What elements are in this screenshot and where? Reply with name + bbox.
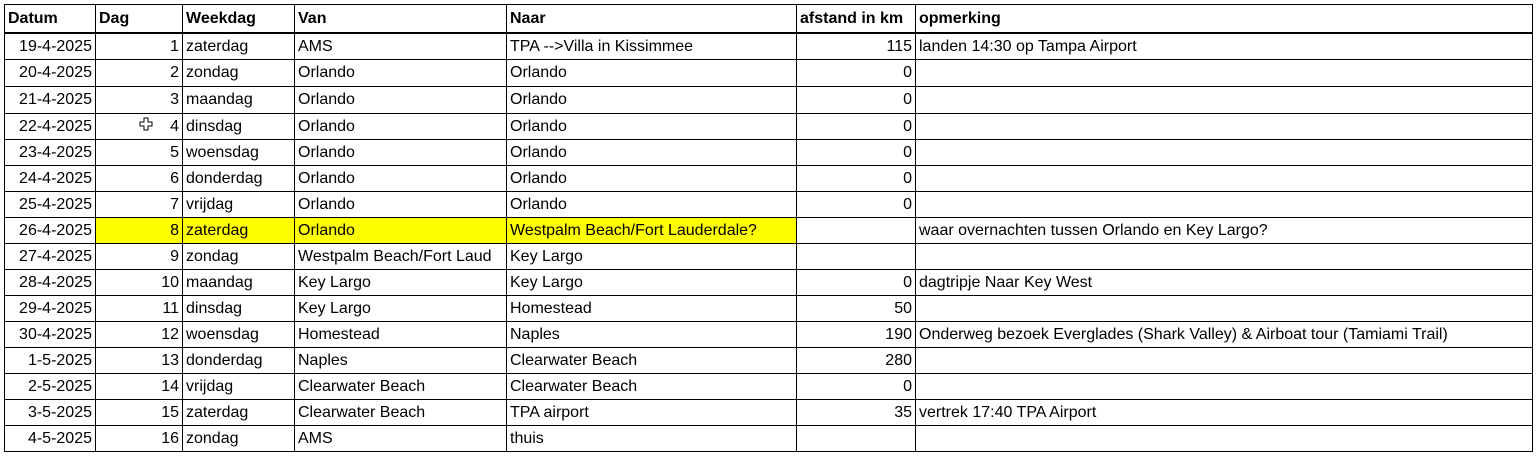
cell-afstand[interactable]: 0 — [797, 114, 916, 140]
cell-dag[interactable]: 10 — [96, 270, 183, 296]
cell-weekdag[interactable]: maandag — [183, 87, 295, 114]
cell-naar[interactable]: Orlando — [507, 166, 797, 192]
cell-datum[interactable]: 3-5-2025 — [5, 400, 96, 426]
cell-afstand[interactable]: 0 — [797, 166, 916, 192]
cell-opmerking[interactable] — [916, 374, 1533, 400]
cell-afstand[interactable]: 280 — [797, 348, 916, 374]
table-row — [5, 87, 1533, 114]
cell-weekdag[interactable]: zaterdag — [183, 218, 295, 244]
header-weekdag[interactable]: Weekdag — [183, 5, 295, 34]
table-row — [5, 244, 1533, 270]
cell-datum[interactable]: 2-5-2025 — [5, 374, 96, 400]
table-row — [5, 270, 1533, 296]
cell-opmerking[interactable] — [916, 244, 1533, 270]
cell-afstand[interactable]: 115 — [797, 33, 916, 60]
header-naar[interactable]: Naar — [507, 5, 797, 34]
cell-afstand[interactable]: 190 — [797, 322, 916, 348]
cell-dag[interactable]: 1 — [96, 33, 183, 60]
cell-opmerking[interactable] — [916, 192, 1533, 218]
cell-datum[interactable]: 20-4-2025 — [5, 60, 96, 87]
cell-van[interactable]: Orlando — [295, 166, 507, 192]
cell-naar[interactable]: Orlando — [507, 60, 797, 87]
cell-opmerking[interactable] — [916, 60, 1533, 87]
cell-dag[interactable]: 12 — [96, 322, 183, 348]
header-afstand[interactable]: afstand in km — [797, 5, 916, 34]
cell-datum[interactable]: 27-4-2025 — [5, 244, 96, 270]
cell-dag[interactable]: 6 — [96, 166, 183, 192]
cell-naar[interactable]: Key Largo — [507, 270, 797, 296]
cell-opmerking[interactable] — [916, 166, 1533, 192]
cell-van[interactable]: Orlando — [295, 60, 507, 87]
cell-dag[interactable]: 8 — [96, 218, 183, 244]
header-row — [5, 5, 1533, 34]
cell-dag[interactable]: 4 — [96, 114, 183, 140]
cell-datum[interactable]: 26-4-2025 — [5, 218, 96, 244]
cell-afstand[interactable]: 50 — [797, 296, 916, 322]
cell-naar[interactable]: Orlando — [507, 87, 797, 114]
cell-van[interactable]: Westpalm Beach/Fort Laud — [295, 244, 507, 270]
cell-weekdag[interactable]: woensdag — [183, 140, 295, 166]
cell-dag[interactable]: 13 — [96, 348, 183, 374]
cell-van[interactable]: AMS — [295, 33, 507, 60]
cell-weekdag[interactable]: vrijdag — [183, 374, 295, 400]
cell-weekdag[interactable]: zondag — [183, 244, 295, 270]
cell-weekdag[interactable]: dinsdag — [183, 114, 295, 140]
cell-naar[interactable]: Orlando — [507, 114, 797, 140]
cell-datum[interactable]: 21-4-2025 — [5, 87, 96, 114]
cell-dag[interactable]: 15 — [96, 400, 183, 426]
cell-datum[interactable]: 19-4-2025 — [5, 33, 96, 60]
cell-opmerking[interactable] — [916, 114, 1533, 140]
cell-dag[interactable]: 11 — [96, 296, 183, 322]
cell-datum[interactable]: 30-4-2025 — [5, 322, 96, 348]
cell-afstand[interactable]: 0 — [797, 270, 916, 296]
cell-dag[interactable]: 14 — [96, 374, 183, 400]
table-row — [5, 114, 1533, 140]
cell-datum[interactable]: 25-4-2025 — [5, 192, 96, 218]
cell-dag[interactable]: 2 — [96, 60, 183, 87]
table-row — [5, 296, 1533, 322]
cell-opmerking[interactable] — [916, 426, 1533, 452]
cell-van[interactable]: Orlando — [295, 218, 507, 244]
table-row — [5, 374, 1533, 400]
cell-opmerking[interactable] — [916, 296, 1533, 322]
cell-naar[interactable]: TPA -->Villa in Kissimmee — [507, 33, 797, 60]
cell-opmerking[interactable] — [916, 348, 1533, 374]
cell-opmerking[interactable] — [916, 140, 1533, 166]
cell-afstand[interactable]: 0 — [797, 140, 916, 166]
header-datum[interactable]: Datum — [5, 5, 96, 34]
cell-van[interactable]: Key Largo — [295, 270, 507, 296]
table-row — [5, 348, 1533, 374]
cell-weekdag[interactable]: zaterdag — [183, 400, 295, 426]
cell-weekdag[interactable]: donderdag — [183, 348, 295, 374]
cell-weekdag[interactable]: woensdag — [183, 322, 295, 348]
table-row — [5, 192, 1533, 218]
cell-dag[interactable]: 5 — [96, 140, 183, 166]
cell-weekdag[interactable]: vrijdag — [183, 192, 295, 218]
cell-naar[interactable]: Westpalm Beach/Fort Lauderdale? — [507, 218, 797, 244]
cell-naar[interactable]: TPA airport — [507, 400, 797, 426]
header-van[interactable]: Van — [295, 5, 507, 34]
cell-naar[interactable]: Orlando — [507, 192, 797, 218]
cell-datum[interactable]: 23-4-2025 — [5, 140, 96, 166]
cell-weekdag[interactable]: zondag — [183, 60, 295, 87]
table-row — [5, 166, 1533, 192]
table-row — [5, 322, 1533, 348]
cell-afstand[interactable] — [797, 426, 916, 452]
cell-opmerking[interactable]: landen 14:30 op Tampa Airport — [916, 33, 1533, 60]
cell-naar[interactable]: Homestead — [507, 296, 797, 322]
cell-van[interactable]: Clearwater Beach — [295, 400, 507, 426]
cell-select-cross-cursor-icon — [139, 117, 153, 131]
cell-naar[interactable]: Orlando — [507, 140, 797, 166]
cell-naar[interactable]: Key Largo — [507, 244, 797, 270]
table-row — [5, 426, 1533, 452]
table-row — [5, 400, 1533, 426]
cell-dag[interactable]: 7 — [96, 192, 183, 218]
cell-datum[interactable]: 24-4-2025 — [5, 166, 96, 192]
cell-afstand[interactable]: 35 — [797, 400, 916, 426]
cell-van[interactable]: Clearwater Beach — [295, 374, 507, 400]
header-dag[interactable]: Dag — [96, 5, 183, 34]
table-row — [5, 218, 1533, 244]
cell-afstand[interactable] — [797, 244, 916, 270]
cell-van[interactable]: Orlando — [295, 192, 507, 218]
cell-datum[interactable]: 28-4-2025 — [5, 270, 96, 296]
cell-naar[interactable]: Clearwater Beach — [507, 374, 797, 400]
cell-weekdag[interactable]: dinsdag — [183, 296, 295, 322]
cell-datum[interactable]: 29-4-2025 — [5, 296, 96, 322]
cell-weekdag[interactable]: zaterdag — [183, 33, 295, 60]
cell-opmerking[interactable]: dagtripje Naar Key West — [916, 270, 1533, 296]
cell-dag[interactable]: 3 — [96, 87, 183, 114]
cell-afstand[interactable]: 0 — [797, 192, 916, 218]
cell-naar[interactable]: Naples — [507, 322, 797, 348]
cell-afstand[interactable] — [797, 218, 916, 244]
cell-weekdag[interactable]: donderdag — [183, 166, 295, 192]
table-row — [5, 140, 1533, 166]
cell-van[interactable]: Homestead — [295, 322, 507, 348]
cell-datum[interactable]: 22-4-2025 — [5, 114, 96, 140]
cell-opmerking[interactable]: vertrek 17:40 TPA Airport — [916, 400, 1533, 426]
cell-afstand[interactable]: 0 — [797, 87, 916, 114]
cell-weekdag[interactable]: zondag — [183, 426, 295, 452]
table-row — [5, 33, 1533, 60]
itinerary-sheet — [4, 4, 1533, 452]
cell-naar[interactable]: Clearwater Beach — [507, 348, 797, 374]
table-row — [5, 60, 1533, 87]
cell-opmerking[interactable]: waar overnachten tussen Orlando en Key Largo? — [916, 218, 1533, 244]
cell-afstand[interactable]: 0 — [797, 374, 916, 400]
cell-van[interactable]: AMS — [295, 426, 507, 452]
cell-dag[interactable]: 16 — [96, 426, 183, 452]
cell-weekdag[interactable]: maandag — [183, 270, 295, 296]
cell-afstand[interactable]: 0 — [797, 60, 916, 87]
cell-naar[interactable]: thuis — [507, 426, 797, 452]
cell-datum[interactable]: 1-5-2025 — [5, 348, 96, 374]
cell-van[interactable]: Naples — [295, 348, 507, 374]
cell-opmerking[interactable]: Onderweg bezoek Everglades (Shark Valley) & Airboat tour (Tamiami Trail) — [916, 322, 1533, 348]
cell-van[interactable]: Orlando — [295, 140, 507, 166]
header-opmerking[interactable]: opmerking — [916, 5, 1533, 34]
cell-opmerking[interactable] — [916, 87, 1533, 114]
cell-van[interactable]: Key Largo — [295, 296, 507, 322]
cell-datum[interactable]: 4-5-2025 — [5, 426, 96, 452]
cell-van[interactable]: Orlando — [295, 87, 507, 114]
cell-van[interactable]: Orlando — [295, 114, 507, 140]
cell-dag[interactable]: 9 — [96, 244, 183, 270]
